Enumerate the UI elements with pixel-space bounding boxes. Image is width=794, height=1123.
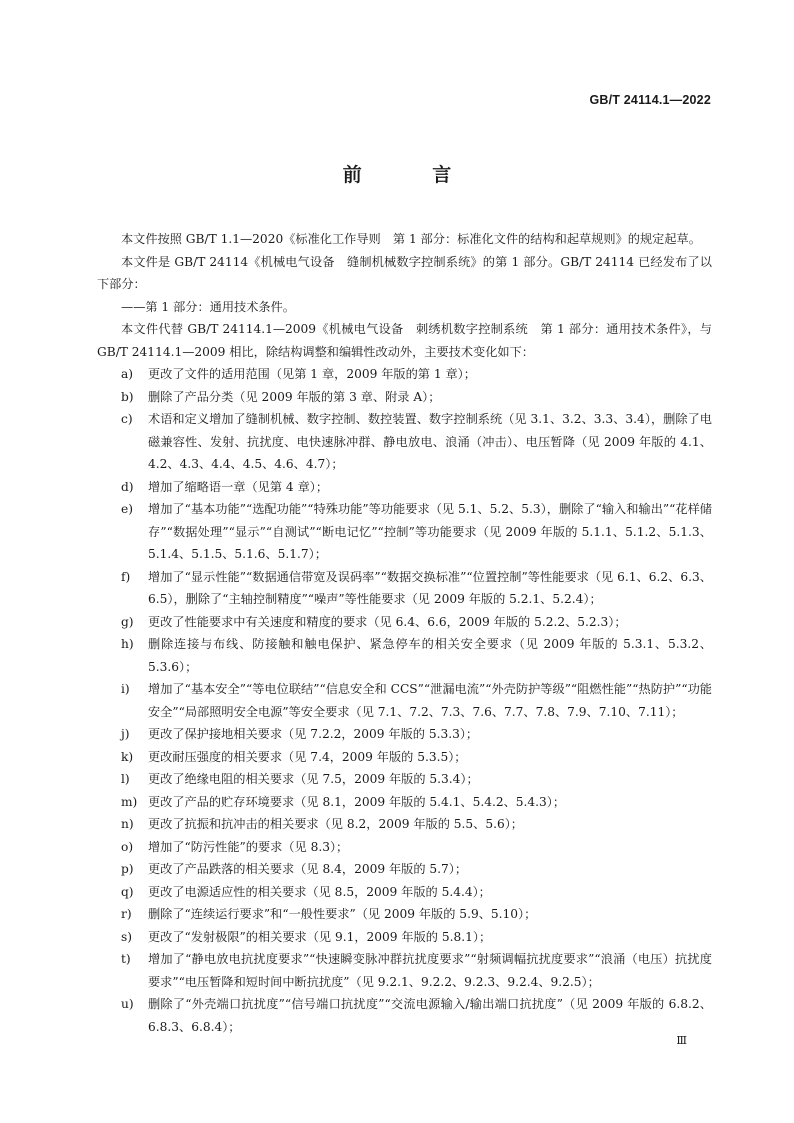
- change-item-marker: r): [121, 907, 132, 921]
- change-item-marker: j): [121, 727, 130, 741]
- change-item-text: 删除了产品分类（见 2009 年版的第 3 章、附录 A）；: [148, 389, 441, 404]
- change-item-text: 更改了“发射极限”的相关要求（见 9.1，2009 年版的 5.8.1）；: [148, 929, 492, 944]
- change-item-text: 删除了“连续运行要求”和“一般性要求”（见 2009 年版的 5.9、5.10）；: [148, 907, 537, 921]
- intro-paragraph-2: 本文件是 GB/T 24114《机械电气设备 缝制机械数字控制系统》的第 1 部分。GB/T 24114 已经发布了以下部分：: [97, 254, 712, 291]
- change-item-text: 更改耐压强度的相关要求（见 7.4，2009 年版的 5.3.5）；: [148, 749, 467, 764]
- change-item-marker: k): [121, 749, 134, 764]
- change-item-marker: i): [121, 682, 130, 696]
- foreword-body: [97, 228, 712, 1038]
- change-item: [97, 881, 712, 904]
- page-number: Ⅲ: [676, 1034, 687, 1047]
- change-item-text: 更改了保护接地相关要求（见 7.2.2，2009 年版的 5.3.3）；: [148, 727, 479, 741]
- change-item: [97, 768, 712, 791]
- change-item: [97, 903, 712, 926]
- change-item-text: 更改了产品跌落的相关要求（见 8.4，2009 年版的 5.7）；: [148, 862, 468, 876]
- change-item-text: 删除了“外壳端口抗扰度”“信号端口抗扰度”“交流电源输入/输出端口抗扰度”（见 2009 年版的 6.8.2、6.8.3、6.8.4）；: [148, 997, 712, 1034]
- change-item-marker: e): [121, 502, 133, 516]
- change-item-marker: a): [121, 367, 134, 381]
- change-item: [97, 993, 712, 1038]
- change-item-marker: l): [121, 772, 130, 786]
- change-item: [97, 476, 712, 499]
- change-item-text: 增加了“基本安全”“等电位联结”“信息安全和 CCS”“泄漏电流”“外壳防护等级”“阻燃性能”“热防护”“功能安全”“局部照明安全电源”等安全要求（见 7.1、7.2、7.3、7.6、7.7、7.8、7.9、7.10、7.11）；: [148, 682, 712, 719]
- change-item-marker: p): [121, 862, 134, 876]
- change-item: [97, 791, 712, 814]
- change-item-text: 术语和定义增加了缝制机械、数字控制、数控装置、数字控制系统（见 3.1、3.2、3.3、3.4），删除了电磁兼容性、发射、抗扰度、电快速脉冲群、静电放电、浪涌（冲击）、电压暂降（见 2009 年版的 4.1、4.2、4.3、4.4、4.5、4.6、4.7）；: [148, 412, 712, 471]
- standard-number: GB/T 24114.1—2022: [589, 93, 711, 107]
- change-item-marker: u): [121, 997, 134, 1011]
- change-item: [97, 363, 712, 386]
- change-item-text: 增加了“静电放电抗扰度要求”“快速瞬变脉冲群抗扰度要求”“射频调幅抗扰度要求”“浪涌（电压）抗扰度要求”“电压暂降和短时间中断抗扰度”（见 9.2.1、9.2.2、9.2.3、9.2.4、9.2.5）；: [148, 952, 712, 989]
- change-item: [97, 746, 712, 769]
- change-item-text: 更改了电源适应性的相关要求（见 8.5，2009 年版的 5.4.4）；: [148, 884, 491, 899]
- change-item-text: 增加了缩略语一章（见第 4 章）；: [148, 479, 329, 494]
- change-item: [97, 723, 712, 746]
- change-item: [97, 566, 712, 611]
- change-item: [97, 678, 712, 723]
- change-item: [97, 498, 712, 566]
- change-item-marker: q): [121, 884, 134, 899]
- change-item-text: 增加了“防污性能”的要求（见 8.3）；: [148, 839, 349, 854]
- change-item: [97, 858, 712, 881]
- change-item-marker: t): [121, 952, 131, 966]
- change-item: [97, 633, 712, 678]
- change-item-text: 更改了性能要求中有关速度和精度的要求（见 6.4、6.6，2009 年版的 5.2.2、5.2.3）；: [148, 614, 627, 629]
- change-item-marker: f): [121, 569, 131, 584]
- change-item-marker: n): [121, 817, 134, 831]
- change-item-text: 更改了文件的适用范围（见第 1 章，2009 年版的第 1 章）；: [148, 367, 476, 381]
- change-item-marker: b): [121, 389, 134, 404]
- change-item-marker: o): [121, 839, 134, 854]
- change-item: [97, 408, 712, 476]
- change-item-marker: g): [121, 614, 134, 629]
- change-item-marker: d): [121, 479, 134, 494]
- change-item-marker: s): [121, 929, 133, 944]
- changes-list: [97, 363, 712, 1038]
- page-title: 前 言: [342, 164, 484, 186]
- change-item: [97, 386, 712, 409]
- change-item-text: 更改了绝缘电阻的相关要求（见 7.5，2009 年版的 5.3.4）；: [148, 772, 479, 786]
- change-item-marker: m): [121, 794, 138, 809]
- intro-paragraph-1: 本文件按照 GB/T 1.1—2020《标准化工作导则 第 1 部分：标准化文件的结构和起草规则》的规定起草。: [121, 232, 701, 246]
- change-item: [97, 611, 712, 634]
- change-item: [97, 813, 712, 836]
- change-item-text: 更改了抗振和抗冲击的相关要求（见 8.2，2009 年版的 5.5、5.6）；: [148, 817, 523, 831]
- change-item-text: 更改了产品的贮存环境要求（见 8.1，2009 年版的 5.4.1、5.4.2、5.4.3）；: [148, 794, 566, 809]
- change-item-text: 增加了“显示性能”“数据通信带宽及误码率”“数据交换标准”“位置控制”等性能要求（见 6.1、6.2、6.3、6.5），删除了“主轴控制精度”“噪声”等性能要求（见 2009 年版的 5.2.1、5.2.4）；: [148, 569, 712, 606]
- change-item: [97, 836, 712, 859]
- change-item: [97, 948, 712, 993]
- change-item-text: 删除连接与布线、防接触和触电保护、紧急停车的相关安全要求（见 2009 年版的 5.3.1、5.3.2、5.3.6）；: [148, 637, 712, 674]
- change-item: [97, 926, 712, 949]
- change-item-marker: h): [121, 637, 134, 651]
- change-item-marker: c): [121, 412, 133, 426]
- intro-paragraph-3: 本文件代替 GB/T 24114.1—2009《机械电气设备 刺绣机数字控制系统 第 1 部分：通用技术条件》，与 GB/T 24114.1—2009 相比，除结构调整和编辑性改动外，主要技术变化如下：: [97, 322, 712, 359]
- change-item-text: 增加了“基本功能”“选配功能”“特殊功能”等功能要求（见 5.1、5.2、5.3），删除了“输入和输出”“花样储存”“数据处理”“显示”“自测试”“断电记忆”“控制”等功能要求（见 2009 年版的 5.1.1、5.1.2、5.1.3、5.1.4、5.1.5、5.1.6、5.1.7）；: [148, 502, 712, 561]
- part-list-item: ——第 1 部分：通用技术条件。: [121, 299, 295, 314]
